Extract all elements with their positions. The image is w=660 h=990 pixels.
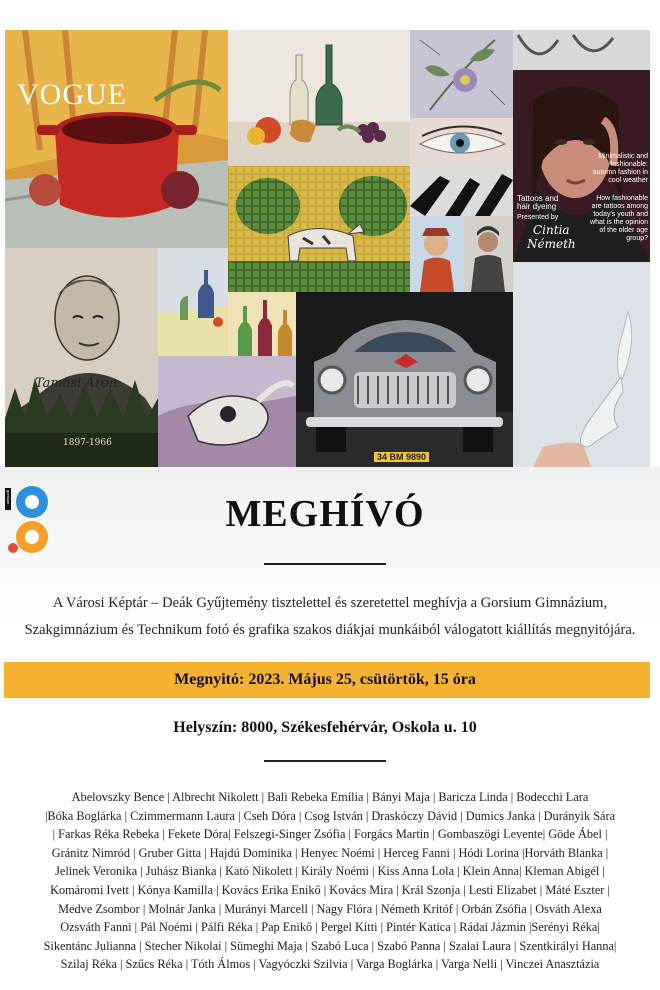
still-life-bottles-painting bbox=[228, 30, 410, 166]
participant-row: | Farkas Réka Rebeka | Fekete Dóra| Felszegi-Singer Zsófia | Forgács Martin | Gombaszögi Levente| Göde Ábel | bbox=[52, 827, 608, 842]
boy-photo bbox=[463, 216, 513, 292]
vogue-author-first: Cintia bbox=[533, 223, 570, 237]
mosaic-artwork bbox=[228, 166, 410, 292]
eye-drawing bbox=[410, 118, 513, 166]
vase-watercolor bbox=[158, 248, 228, 356]
black-white-photo bbox=[410, 166, 513, 216]
title-divider bbox=[264, 563, 386, 565]
participant-row: Komáromi Ivett | Kónya Kamilla | Kovács Erika Enikő | Kovács Mira | Král Szonja | Lesti Elizabet | Máté Eszter | bbox=[50, 882, 610, 897]
vogue-author-last: Németh bbox=[527, 237, 576, 251]
participant-row: Jelinek Veronika | Juhász Bianka | Kató Nikolett | Király Noémi | Kiss Anna Lola | Klein Anna| Kleman Abigél | bbox=[55, 864, 605, 879]
participant-row: Gránitz Nimród | Gruber Gitta | Hajdú Dominika | Henyec Noémi | Herceg Fanni | Hódi Lorina |Horváth Blanka | bbox=[51, 845, 609, 860]
skull-watercolor bbox=[158, 356, 296, 467]
participant-row: Sikentánc Julianna | Stecher Nikolai | Sümeghi Maja | Szabó Luca | Szabó Panna | Szalai Laura | Szentkirályi Hanna| bbox=[43, 938, 617, 953]
vogue-presented: Presented by bbox=[517, 214, 559, 221]
vogue-feature: Tattoos and hair dyeing bbox=[517, 194, 559, 211]
invitation-line-1: A Városi Képtár – Deák Gyűjtemény tisztelettel és szeretettel meghívja a Gorsium Gimnázium, bbox=[52, 595, 608, 611]
vogue-question: How fashionable are tattoos among today's youth and what is the opinion of the older age group? bbox=[590, 195, 648, 242]
vogue-masthead: VOGUE bbox=[17, 78, 127, 111]
tamasi-aron-portrait bbox=[5, 248, 158, 467]
colored-bottles-painting bbox=[228, 292, 296, 364]
participant-row: Medve Zsombor | Molnár Janka | Murányi Marcell | Nagy Flóra | Németh Kritóf | Orbán Zsófia | Osváth Alexa bbox=[58, 901, 602, 916]
opening-details: Megnyitó: 2023. Május 25, csütörtök, 15 óra bbox=[174, 671, 476, 688]
location-divider bbox=[264, 760, 386, 762]
participant-row: Ozsváth Fanni | Pál Noémi | Pálfi Réka | Pap Enikő | Pergel Kitti | Pintér Katica | Rádai Jázmin |Serényi Réka| bbox=[60, 920, 600, 935]
logo-label: gorsium bbox=[6, 490, 11, 505]
portrait-signature: Tamási Áron bbox=[35, 376, 118, 391]
invitation-text bbox=[0, 590, 660, 644]
portrait-years: 1897-1966 bbox=[63, 438, 112, 448]
invitation-line-2: Szakgimnázium és Technikum fotó és grafika szakos diákjai munkáiból válogatott kiállítás megnyitójára. bbox=[24, 622, 636, 638]
participant-row: Szilaj Réka | Szűcs Réka | Tóth Álmos | Vagyóczki Szilvia | Varga Boglárka | Varga Nelli | Vinczei Anasztázia bbox=[60, 957, 600, 972]
invitation-title: MEGHÍVÓ bbox=[225, 493, 425, 535]
vintage-car-photo bbox=[296, 292, 513, 467]
red-pot-painting bbox=[5, 30, 228, 248]
vogue-tagline: Minimalistic and fashionable: autumn fashion in cool weather bbox=[592, 153, 648, 184]
figure-illustration bbox=[410, 216, 463, 292]
car-license-plate: 34 BM 9890 bbox=[374, 452, 429, 462]
participant-row: |Bóka Boglárka | Czimmermann Laura | Cseh Dóra | Csog István | Draskóczy Dávid | Dumics Janka | Durányik Sára bbox=[44, 808, 616, 823]
wine-glass-photo bbox=[513, 262, 650, 467]
participant-row: Abelovszky Bence | Albrecht Nikolett | Bali Rebeka Emília | Bányi Maja | Baricza Linda | Bodecchi Lara bbox=[71, 790, 589, 804]
artwork-collage bbox=[5, 30, 650, 467]
location-details: Helyszín: 8000, Székesfehérvár, Oskola u. 10 bbox=[173, 719, 477, 736]
flower-illustration bbox=[410, 30, 513, 118]
participant-list bbox=[0, 788, 660, 974]
